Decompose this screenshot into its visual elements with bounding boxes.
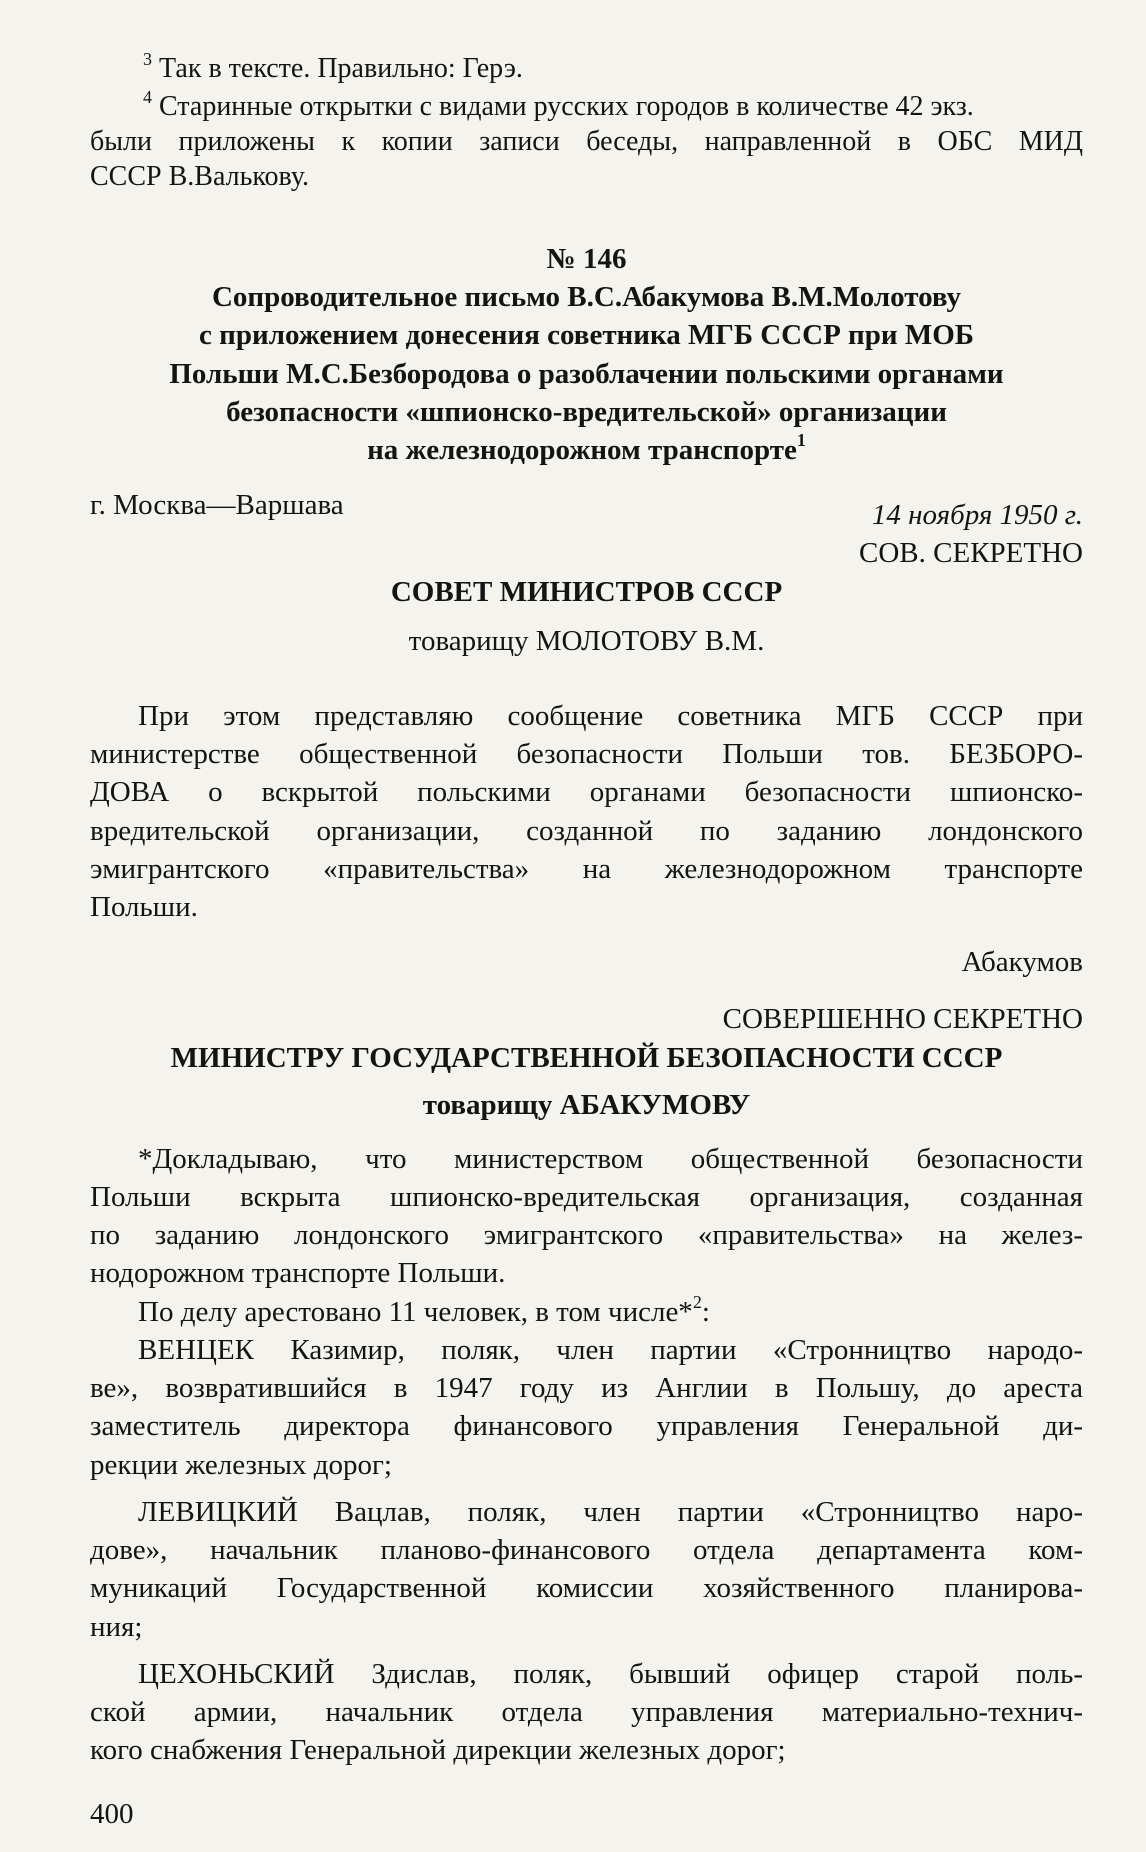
signature: Абакумов [961, 946, 1083, 978]
person-entry-line: кого снабжения Генеральной дирекции железных дорог; [90, 1734, 786, 1766]
date: 14 ноября 1950 г. [871, 499, 1083, 531]
person-entry-line: ве», возвратившийся в 1947 году из Англии в Польшу, до ареста [90, 1372, 1083, 1404]
document-title-line: с приложением донесения советника МГБ СССР при МОБ [199, 319, 974, 351]
classification-stamp: СОВЕРШЕННО СЕКРЕТНО [722, 1003, 1083, 1035]
paragraph-line: нодорожном транспорте Польши. [90, 1257, 506, 1289]
footnote-3: $^3$ Так в тексте. Правильно: Герэ. [143, 48, 523, 84]
paragraph-line: Польши. [90, 891, 198, 923]
page-number: 400 [90, 1798, 134, 1830]
document-title-line: безопасности «шпионско-вредительской» организации [226, 396, 947, 428]
person-entry-line: ния; [90, 1611, 143, 1643]
footnote-4-line3: СССР В.Валькову. [90, 161, 310, 192]
person-entry-line: рекции железных дорог; [90, 1449, 392, 1481]
addressee-person: товарищу АБАКУМОВУ [422, 1089, 751, 1121]
paragraph-line: эмигрантского «правительства» на железнодорожном транспорте [90, 853, 1083, 885]
document-title-line: Польши М.С.Безбородова о разоблачении польскими органами [169, 358, 1004, 390]
paragraph-line: ДОВА о вскрытой польскими органами безопасности шпионско- [90, 776, 1083, 808]
footnote-4-line1: $^4$ Старинные открытки с видами русских городов в количестве 42 экз. [143, 86, 974, 122]
paragraph-line: При этом представляю сообщение советника МГБ СССР при [138, 700, 1083, 732]
place: г. Москва—Варшава [90, 489, 344, 521]
document-title-line: Сопроводительное письмо В.С.Абакумова В.М.Молотову [211, 281, 962, 313]
arrested-line: По делу арестовано 11 человек, в том числе*$^2$: [138, 1292, 710, 1328]
paragraph-line: *Докладываю, что министерством общественной безопасности [138, 1143, 1083, 1175]
person-entry-line: заместитель директора финансового управления Генеральной ди- [90, 1410, 1083, 1442]
person-entry-line: муникаций Государственной комиссии хозяйственного планирова- [90, 1572, 1083, 1604]
person-entry-line: ЛЕВИЦКИЙ Вацлав, поляк, член партии «Стронництво наро- [138, 1496, 1083, 1528]
addressee: МИНИСТРУ ГОСУДАРСТВЕННОЙ БЕЗОПАСНОСТИ СССР [170, 1042, 1003, 1074]
footnote-4-line2: были приложены к копии записи беседы, направленной в ОБС МИД [90, 126, 1083, 157]
paragraph-line: вредительской организации, созданной по заданию лондонского [90, 815, 1083, 847]
document-number: № 146 [546, 243, 627, 275]
person-entry-line: дове», начальник планово-финансового отдела департамента ком- [90, 1534, 1083, 1566]
person-entry-line: ской армии, начальник отдела управления материально-технич- [90, 1696, 1083, 1728]
paragraph-line: Польши вскрыта шпионско-вредительская организация, созданная [90, 1181, 1083, 1213]
paragraph-line: министерстве общественной безопасности Польши тов. БЕЗБОРО- [90, 738, 1083, 770]
paragraph-line: по заданию лондонского эмигрантского «правительства» на желез- [90, 1219, 1083, 1251]
person-entry-line: ВЕНЦЕК Казимир, поляк, член партии «Стронництво народо- [138, 1334, 1083, 1366]
addressee: СОВЕТ МИНИСТРОВ СССР [390, 576, 783, 608]
addressee-person: товарищу МОЛОТОВУ В.М. [408, 625, 765, 657]
classification-stamp: СОВ. СЕКРЕТНО [859, 537, 1083, 569]
document-title-line: на железнодорожном транспорте$^1$ [367, 430, 806, 466]
person-entry-line: ЦЕХОНЬСКИЙ Здислав, поляк, бывший офицер старой поль- [138, 1658, 1083, 1690]
